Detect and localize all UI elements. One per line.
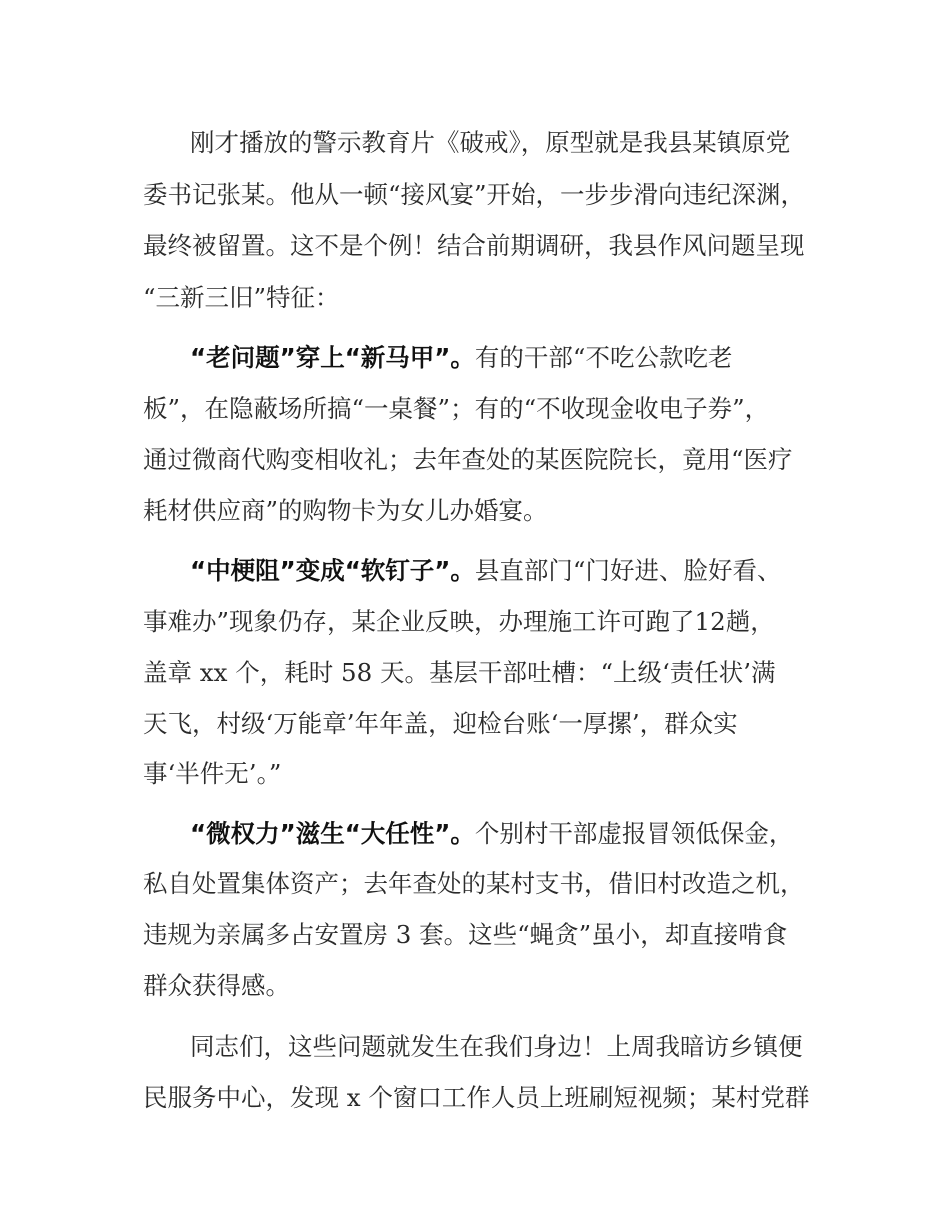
text-run: 个别村干部虚报冒领低保金， bbox=[474, 819, 794, 848]
text-line: 委书记张某。他从一顿“接风宴”开始，一步步滑向违纪深渊， bbox=[143, 180, 806, 209]
text-line: 板”，在隐蔽场所搞“一桌餐”；有的“不收现金收电子券”， bbox=[143, 394, 770, 423]
text-run: 县直部门“门好进、脸好看、 bbox=[474, 556, 782, 585]
text-line: 天飞，村级‘万能章’年年盖，迎检台账‘一厚摞’，群众实 bbox=[143, 709, 738, 738]
text-line: 事难办”现象仍存，某企业反映，办理施工许可跑了12趟， bbox=[143, 607, 775, 636]
text-run: 有的干部“不吃公款吃老 bbox=[474, 343, 733, 372]
section-heading: “中梗阻”变成“软钉子”。 bbox=[190, 556, 475, 585]
text-line: 同志们，这些问题就发生在我们身边！上周我暗访乡镇便 bbox=[190, 1032, 803, 1061]
text-line: 群众获得感。 bbox=[143, 971, 290, 1000]
text-line: 盖章 xx 个，耗时 58 天。基层干部吐槽：“上级‘责任状’满 bbox=[143, 658, 776, 687]
text-line: 通过微商代购变相收礼；去年查处的某医院院长，竟用“医疗 bbox=[143, 445, 793, 474]
text-line: 耗材供应商”的购物卡为女儿办婚宴。 bbox=[143, 496, 548, 525]
text-line: 刚才播放的警示教育片《破戒》，原型就是我县某镇原党 bbox=[190, 128, 791, 157]
section-heading: “老问题”穿上“新马甲”。 bbox=[190, 343, 475, 372]
text-line bbox=[190, 342, 732, 374]
text-line bbox=[190, 818, 793, 850]
text-line bbox=[190, 555, 781, 587]
text-line: 事‘半件无’。” bbox=[143, 759, 282, 788]
text-line: 私自处置集体资产；去年查处的某村支书，借旧村改造之机， bbox=[143, 869, 805, 898]
text-line: 违规为亲属多占安置房 3 套。这些“蝇贪”虽小，却直接啃食 bbox=[143, 920, 788, 949]
section-heading: “微权力”滋生“大任性”。 bbox=[190, 819, 475, 848]
text-line: “三新三旧”特征： bbox=[143, 283, 340, 312]
text-line: 民服务中心，发现 x 个窗口工作人员上班刷短视频；某村党群 bbox=[143, 1083, 810, 1112]
text-line: 最终被留置。这不是个例！结合前期调研，我县作风问题呈现 bbox=[143, 231, 805, 260]
